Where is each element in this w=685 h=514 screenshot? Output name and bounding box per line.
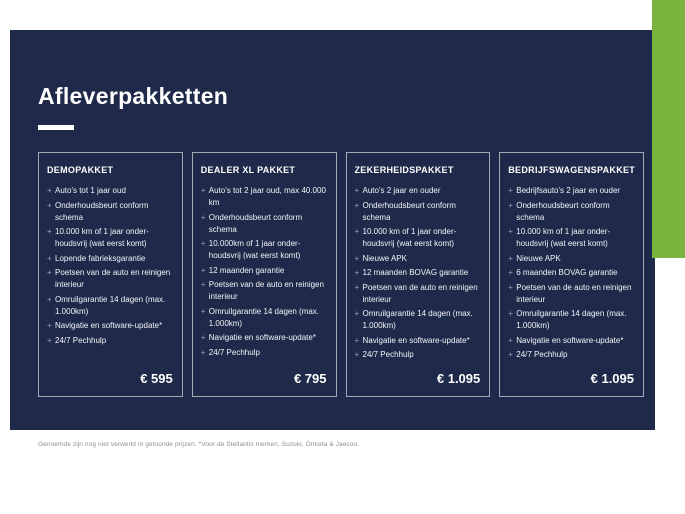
plus-icon: + bbox=[200, 280, 206, 289]
feature-text: Navigatie en software-update* bbox=[208, 333, 316, 342]
plus-icon: + bbox=[47, 227, 52, 236]
plus-icon: + bbox=[47, 294, 52, 304]
plus-icon: + bbox=[47, 186, 52, 195]
feature-item bbox=[47, 200, 176, 224]
plus-icon: + bbox=[354, 253, 360, 263]
plus-icon: + bbox=[354, 282, 360, 292]
feature-text: 24/7 Pechhulp bbox=[362, 350, 414, 359]
feature-item bbox=[201, 306, 330, 330]
plus-icon: + bbox=[508, 200, 513, 210]
feature-text: 24/7 Pechhulp bbox=[208, 347, 260, 357]
package-title: DEALER XL PAKKET bbox=[200, 165, 296, 175]
feature-item bbox=[508, 267, 637, 279]
plus-icon: + bbox=[47, 335, 52, 345]
feature-text: Poetsen van de auto en reinigen interieur bbox=[362, 282, 478, 304]
package-title: BEDRIJFSWAGENSPAKKET bbox=[508, 165, 636, 175]
package-title: ZEKERHEIDSPAKKET bbox=[354, 165, 454, 175]
feature-text: Omruilgarantie 14 dagen (max. 1.000km) bbox=[55, 294, 166, 316]
package-price: € 1.095 bbox=[436, 371, 481, 386]
feature-text: Onderhoudsbeurt conform schema bbox=[362, 200, 456, 222]
feature-item bbox=[201, 265, 330, 277]
feature-text: 6 maanden BOVAG garantie bbox=[516, 268, 618, 277]
feature-text: Auto's tot 1 jaar oud bbox=[55, 186, 126, 195]
package-price: € 595 bbox=[140, 371, 173, 386]
feature-text: Omruilgarantie 14 dagen (max. 1.000km) bbox=[362, 309, 473, 330]
plus-icon: + bbox=[200, 186, 206, 195]
feature-item bbox=[201, 332, 330, 344]
feature-item bbox=[355, 267, 484, 279]
feature-item bbox=[355, 308, 484, 332]
plus-icon: + bbox=[508, 282, 513, 292]
package-price: € 795 bbox=[293, 371, 327, 386]
feature-item bbox=[508, 308, 637, 332]
plus-icon: + bbox=[354, 227, 360, 236]
plus-icon: + bbox=[508, 350, 513, 359]
feature-text: Nieuwe APK bbox=[362, 253, 407, 263]
feature-text: Omruilgarantie 14 dagen (max. 1.000km) bbox=[208, 306, 320, 328]
package-title: DEMOPAKKET bbox=[47, 165, 114, 175]
plus-icon: + bbox=[508, 268, 513, 277]
feature-item bbox=[47, 253, 176, 265]
footnote: Genoemde zijn nog niet verwerkt in getoonde prijzen. *Voor de Stellantis merken, Suzuki, Omoda & Jaecoo. bbox=[38, 441, 360, 448]
feature-text: Auto's 2 jaar en ouder bbox=[362, 186, 441, 195]
feature-text: 24/7 Pechhulp bbox=[516, 350, 568, 359]
package-card bbox=[346, 152, 491, 397]
feature-item bbox=[508, 335, 637, 347]
feature-item bbox=[47, 335, 176, 347]
feature-text: 10.000 km of 1 jaar onderhoudsvrij (wat eerst komt) bbox=[516, 227, 611, 248]
feature-text: Auto's tot 2 jaar oud, max 40.000 km bbox=[208, 186, 326, 207]
page-title: Afleverpakketten bbox=[38, 83, 229, 109]
plus-icon: + bbox=[200, 306, 206, 316]
feature-item bbox=[355, 226, 484, 250]
feature-text: 12 maanden BOVAG garantie bbox=[362, 268, 469, 277]
plus-icon: + bbox=[354, 309, 360, 318]
plus-icon: + bbox=[47, 321, 52, 330]
panel-content bbox=[38, 30, 644, 430]
feature-text: 10.000 km of 1 jaar onderhoudsvrij (wat eerst komt) bbox=[362, 227, 457, 248]
packages-row bbox=[38, 152, 644, 397]
feature-text: 12 maanden garantie bbox=[208, 265, 285, 275]
plus-icon: + bbox=[200, 333, 206, 342]
feature-text: Lopende fabrieksgarantie bbox=[55, 253, 146, 263]
feature-item bbox=[508, 226, 637, 250]
plus-icon: + bbox=[354, 268, 360, 277]
feature-item bbox=[355, 349, 484, 361]
plus-icon: + bbox=[47, 200, 52, 210]
plus-icon: + bbox=[200, 239, 206, 248]
feature-item bbox=[201, 185, 330, 209]
feature-text: Poetsen van de auto en reinigen interieur bbox=[55, 268, 171, 289]
plus-icon: + bbox=[47, 268, 52, 277]
feature-text: Bedrijfsauto's 2 jaar en ouder bbox=[516, 186, 621, 195]
feature-item bbox=[355, 185, 484, 197]
feature-item bbox=[47, 294, 176, 318]
plus-icon: + bbox=[354, 186, 360, 195]
plus-icon: + bbox=[200, 347, 206, 357]
package-card bbox=[192, 152, 337, 397]
plus-icon: + bbox=[508, 253, 513, 263]
green-accent-stripe bbox=[652, 0, 685, 258]
feature-text: Poetsen van de auto en reinigen interieur bbox=[516, 282, 632, 304]
plus-icon: + bbox=[47, 253, 52, 263]
plus-icon: + bbox=[200, 265, 206, 275]
feature-list bbox=[355, 185, 484, 364]
feature-text: 10.000 km of 1 jaar onderhoudsvrij (wat eerst komt) bbox=[55, 227, 149, 248]
feature-item bbox=[508, 349, 637, 361]
plus-icon: + bbox=[508, 186, 513, 195]
feature-text: 10.000km of 1 jaar onderhoudsvrij (wat eerst komt) bbox=[208, 239, 301, 260]
plus-icon: + bbox=[354, 335, 360, 345]
feature-item bbox=[201, 212, 330, 236]
feature-item bbox=[47, 226, 176, 250]
feature-item bbox=[355, 335, 484, 347]
feature-text: Onderhoudsbeurt conform schema bbox=[55, 200, 149, 222]
package-card bbox=[499, 152, 644, 397]
feature-item bbox=[47, 320, 176, 332]
feature-item bbox=[508, 200, 637, 224]
title-underline bbox=[38, 125, 74, 130]
feature-text: Navigatie en software-update* bbox=[362, 335, 470, 345]
plus-icon: + bbox=[354, 350, 360, 359]
plus-icon: + bbox=[508, 227, 513, 236]
feature-item bbox=[201, 279, 330, 303]
packages-panel bbox=[10, 30, 655, 430]
plus-icon: + bbox=[508, 309, 513, 318]
feature-list bbox=[201, 185, 330, 361]
feature-item bbox=[508, 282, 637, 306]
feature-text: Onderhoudsbeurt conform schema bbox=[208, 212, 303, 234]
feature-text: Omruilgarantie 14 dagen (max. 1.000km) bbox=[516, 309, 627, 330]
plus-icon: + bbox=[508, 335, 513, 345]
feature-text: Navigatie en software-update* bbox=[516, 335, 624, 345]
package-price: € 1.095 bbox=[590, 371, 634, 386]
feature-item bbox=[508, 185, 637, 197]
feature-item bbox=[355, 200, 484, 224]
plus-icon: + bbox=[200, 212, 206, 222]
feature-item bbox=[47, 267, 176, 291]
feature-text: Poetsen van de auto en reinigen interieur bbox=[208, 280, 324, 301]
feature-item bbox=[201, 238, 330, 262]
feature-text: Onderhoudsbeurt conform schema bbox=[516, 200, 610, 222]
plus-icon: + bbox=[354, 200, 360, 210]
feature-item bbox=[47, 185, 176, 197]
feature-item bbox=[355, 282, 484, 306]
feature-text: Navigatie en software-update* bbox=[55, 321, 163, 330]
feature-text: 24/7 Pechhulp bbox=[55, 335, 107, 345]
feature-item bbox=[355, 253, 484, 265]
package-card bbox=[38, 152, 183, 397]
feature-list bbox=[508, 185, 637, 364]
feature-item bbox=[201, 347, 330, 359]
feature-list bbox=[47, 185, 176, 349]
feature-text: Nieuwe APK bbox=[516, 253, 561, 263]
feature-item bbox=[508, 253, 637, 265]
